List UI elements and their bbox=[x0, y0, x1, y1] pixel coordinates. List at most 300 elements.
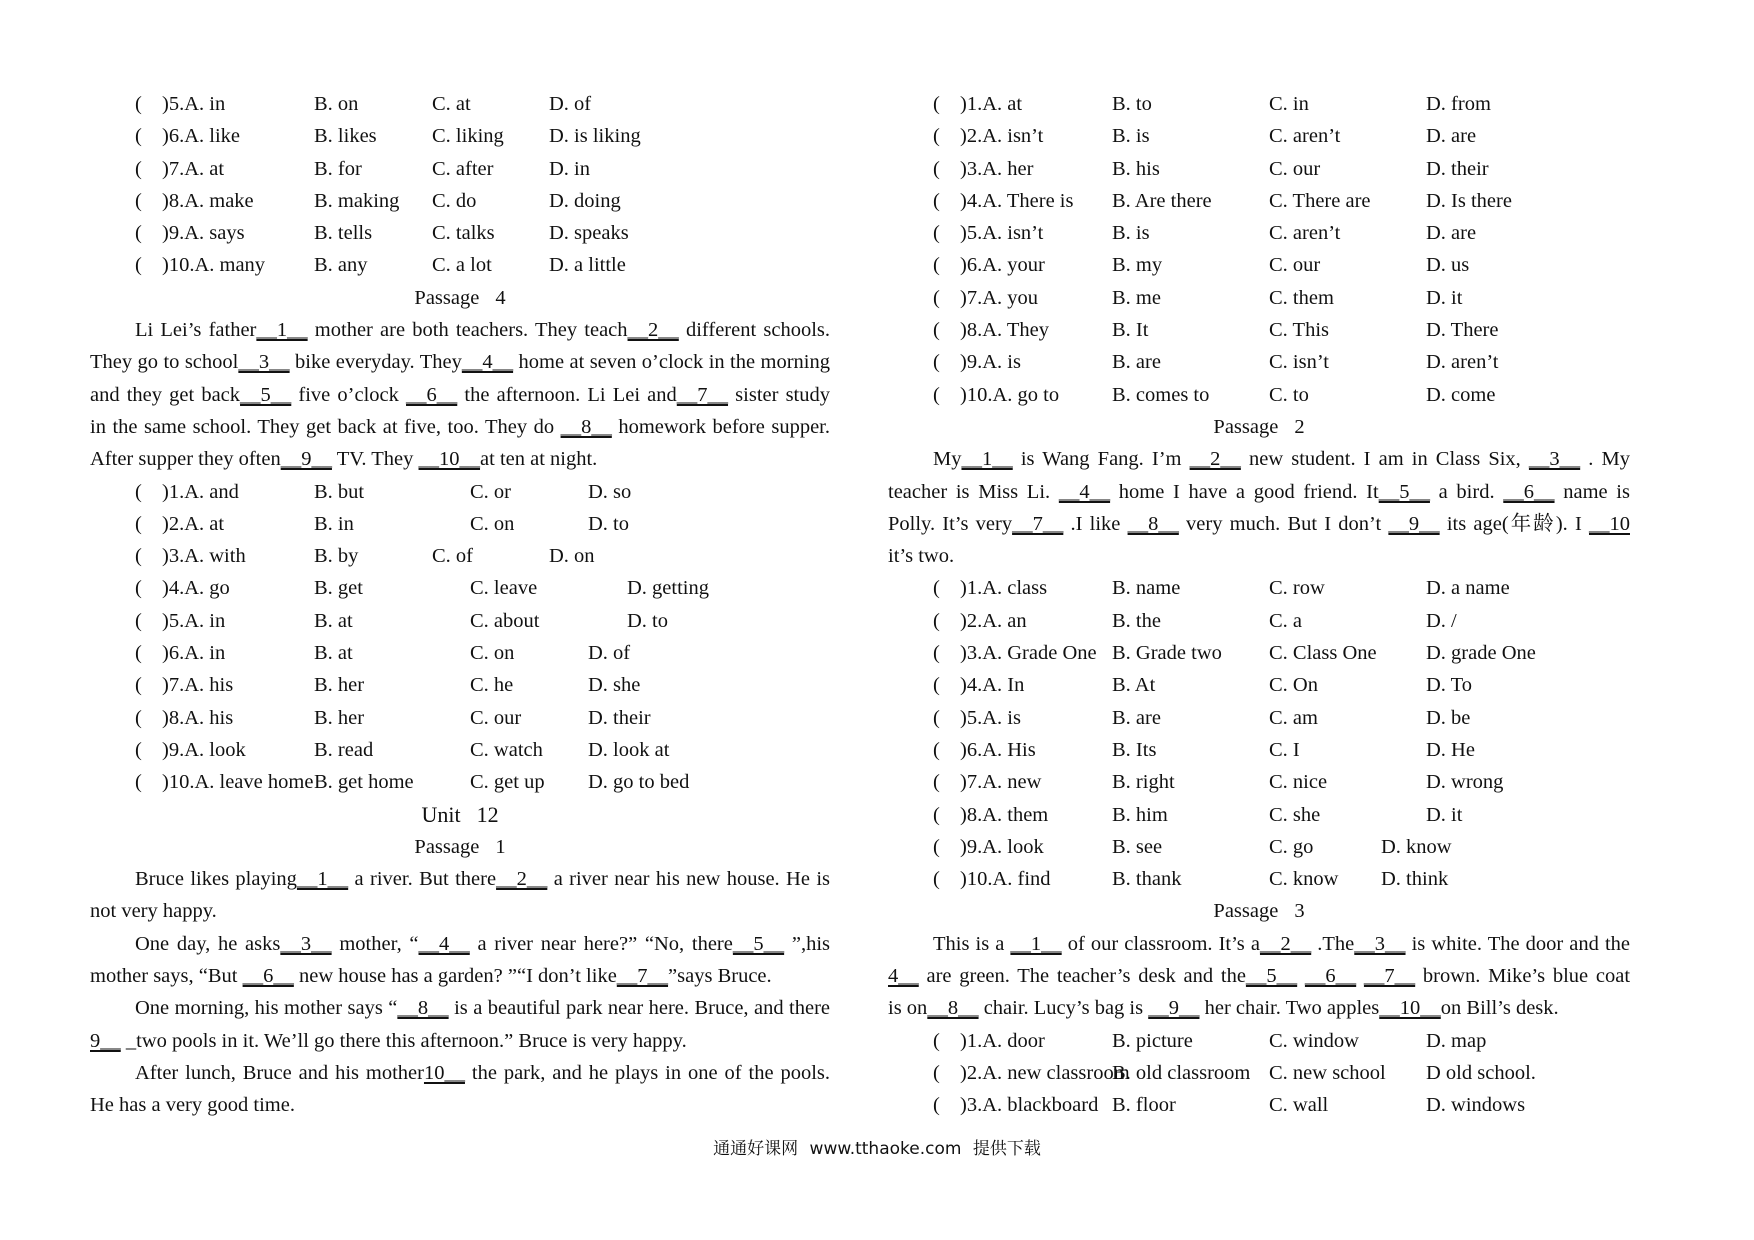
question-stem bbox=[162, 153, 224, 185]
passage-text-segment: its age(年龄). I bbox=[1439, 512, 1589, 535]
answer-bracket[interactable]: ( bbox=[135, 480, 142, 503]
question-stem bbox=[960, 734, 1036, 766]
question-list bbox=[90, 88, 830, 282]
passage-line bbox=[888, 508, 1630, 540]
answer-blank[interactable]: __1__ bbox=[1010, 932, 1062, 955]
answer-bracket[interactable]: ( bbox=[933, 254, 940, 277]
option-b: B. in bbox=[314, 512, 354, 535]
option-b: B. my bbox=[1112, 254, 1163, 277]
answer-bracket[interactable]: ( bbox=[135, 157, 142, 180]
question-number: )2. bbox=[162, 512, 185, 535]
question-number: )4. bbox=[960, 189, 983, 212]
question-stem bbox=[960, 282, 1038, 314]
answer-blank[interactable]: __2__ bbox=[627, 319, 679, 342]
option-d: D. wrong bbox=[1426, 771, 1504, 794]
passage-text-segment: One day, he asks bbox=[135, 932, 281, 955]
question-stem bbox=[162, 120, 240, 152]
option-c: C. new school bbox=[1269, 1061, 1386, 1084]
option-a: A. isn’t bbox=[982, 222, 1044, 245]
option-d: D. To bbox=[1426, 674, 1473, 697]
option-d: D. so bbox=[588, 480, 632, 503]
answer-bracket[interactable]: ( bbox=[933, 738, 940, 761]
answer-bracket[interactable]: ( bbox=[933, 222, 940, 245]
answer-blank[interactable]: __2__ bbox=[1259, 932, 1312, 955]
question-list bbox=[888, 1025, 1630, 1122]
answer-bracket[interactable]: ( bbox=[933, 609, 940, 632]
option-c: C. them bbox=[1269, 286, 1334, 309]
passage-text-segment: brown. Mike’s blue coat bbox=[1415, 965, 1631, 988]
answer-bracket[interactable]: ( bbox=[933, 642, 940, 665]
passage-line bbox=[888, 540, 1630, 572]
answer-blank[interactable]: __2__ bbox=[1189, 448, 1241, 471]
passage-text-segment: of our classroom. It’s a bbox=[1061, 932, 1260, 955]
answer-blank[interactable]: 9__ bbox=[90, 1029, 121, 1052]
option-b: B. picture bbox=[1112, 1029, 1193, 1052]
question-row bbox=[888, 217, 1630, 249]
question-number: )1. bbox=[960, 1029, 983, 1052]
passage-text-segment: a river. But there bbox=[348, 868, 497, 891]
passage-text-segment: in the same school. They get back at five, too. They do bbox=[90, 415, 561, 438]
answer-blank[interactable]: __7__ bbox=[1363, 965, 1416, 988]
answer-blank[interactable]: 4__ bbox=[888, 965, 919, 988]
answer-bracket[interactable]: ( bbox=[135, 125, 142, 148]
question-number: )10. bbox=[960, 383, 993, 406]
option-b: B. At bbox=[1112, 674, 1156, 697]
option-c: C. nice bbox=[1269, 771, 1328, 794]
passage-heading: Passage 4 bbox=[414, 286, 506, 309]
option-d: D. a little bbox=[549, 254, 626, 277]
option-c: C. after bbox=[432, 157, 494, 180]
passage-text-segment: teacher is Miss Li. bbox=[888, 480, 1059, 503]
answer-bracket[interactable]: ( bbox=[933, 286, 940, 309]
answer-blank[interactable]: __5__ bbox=[732, 932, 785, 955]
question-row bbox=[90, 249, 830, 281]
answer-blank[interactable]: __3__ bbox=[280, 932, 332, 955]
answer-bracket[interactable]: ( bbox=[933, 771, 940, 794]
option-b: B. tells bbox=[314, 222, 373, 245]
question-row bbox=[888, 153, 1630, 185]
question-stem bbox=[960, 863, 1051, 895]
answer-blank[interactable]: __10__ bbox=[1379, 997, 1441, 1020]
question-row bbox=[90, 669, 830, 701]
question-stem bbox=[960, 346, 1021, 378]
passage-line bbox=[888, 443, 1630, 475]
passage-text-segment: homework before supper. bbox=[611, 415, 830, 438]
answer-blank[interactable]: __4__ bbox=[418, 932, 470, 955]
option-b: B. It bbox=[1112, 319, 1149, 342]
option-d: D. doing bbox=[549, 189, 621, 212]
answer-bracket[interactable]: ( bbox=[135, 545, 142, 568]
answer-blank[interactable]: __6__ bbox=[406, 383, 458, 406]
option-b: B. the bbox=[1112, 609, 1161, 632]
passage-line bbox=[90, 443, 830, 475]
option-b: B. comes to bbox=[1112, 383, 1210, 406]
option-c: C. or bbox=[470, 480, 511, 503]
answer-bracket[interactable]: ( bbox=[135, 577, 142, 600]
question-number: )5. bbox=[960, 706, 983, 729]
answer-bracket[interactable]: ( bbox=[135, 512, 142, 535]
answer-blank[interactable]: __7__ bbox=[616, 965, 669, 988]
passage-text-segment: One morning, his mother says “ bbox=[135, 997, 398, 1020]
question-row bbox=[888, 1089, 1630, 1121]
option-c: C. liking bbox=[432, 125, 504, 148]
question-number: )7. bbox=[162, 674, 185, 697]
answer-bracket[interactable]: ( bbox=[933, 1029, 940, 1052]
question-number: )3. bbox=[960, 642, 983, 665]
answer-blank[interactable]: 10__ bbox=[423, 1061, 465, 1084]
question-number: )3. bbox=[960, 157, 983, 180]
passage-line bbox=[90, 1057, 830, 1089]
question-stem bbox=[960, 379, 1059, 411]
question-stem bbox=[960, 88, 1022, 120]
option-d: D. There bbox=[1426, 319, 1499, 342]
passage-text-segment: not very happy. bbox=[90, 900, 217, 923]
passage-text-segment: They go to school bbox=[90, 351, 239, 374]
option-a: A. make bbox=[184, 189, 254, 212]
question-number: )10. bbox=[162, 254, 195, 277]
option-c: C. on bbox=[470, 512, 515, 535]
option-d: D. go to bed bbox=[588, 771, 690, 794]
answer-blank[interactable]: __8__ bbox=[560, 415, 612, 438]
option-b: B. her bbox=[314, 706, 365, 729]
option-a: A. your bbox=[982, 254, 1045, 277]
question-row bbox=[90, 217, 830, 249]
answer-bracket[interactable]: ( bbox=[135, 93, 142, 115]
option-d: D. grade One bbox=[1426, 642, 1536, 665]
option-d: D. He bbox=[1426, 738, 1475, 761]
question-stem bbox=[162, 540, 246, 572]
answer-bracket[interactable]: ( bbox=[933, 706, 940, 729]
answer-blank[interactable]: __2__ bbox=[496, 868, 548, 891]
passage-text-segment: mother are both teachers. They teach bbox=[307, 319, 628, 342]
answer-bracket[interactable]: ( bbox=[933, 383, 940, 406]
passage-text-segment: a bird. bbox=[1429, 480, 1504, 503]
answer-blank[interactable]: __1__ bbox=[256, 319, 308, 342]
answer-bracket[interactable]: ( bbox=[933, 1094, 940, 1117]
option-d: D. be bbox=[1426, 706, 1471, 729]
footer-url[interactable]: www.tthaoke.com bbox=[809, 1139, 962, 1159]
answer-bracket[interactable]: ( bbox=[933, 868, 940, 891]
question-stem bbox=[162, 217, 245, 249]
question-stem bbox=[960, 637, 1097, 669]
answer-blank[interactable]: __6__ bbox=[1304, 965, 1357, 988]
question-number: )4. bbox=[960, 674, 983, 697]
answer-blank[interactable]: __9__ bbox=[1388, 512, 1440, 535]
option-c: C. This bbox=[1269, 319, 1329, 342]
option-c: C. go bbox=[1269, 835, 1314, 858]
question-stem bbox=[162, 476, 239, 508]
option-c: C. our bbox=[1269, 254, 1321, 277]
passage-text-segment: at ten at night. bbox=[480, 448, 598, 471]
option-c: C. row bbox=[1269, 577, 1325, 600]
passage-text-segment: new house has a garden? ”“I don’t like bbox=[293, 965, 617, 988]
option-a: A. In bbox=[982, 674, 1025, 697]
option-b: B. his bbox=[1112, 157, 1160, 180]
passage-text-segment: is a beautiful park near here. Bruce, and there bbox=[448, 997, 831, 1020]
answer-blank[interactable]: __7__ bbox=[1012, 512, 1064, 535]
option-c: C. to bbox=[1269, 383, 1309, 406]
question-stem bbox=[960, 766, 1041, 798]
passage-text-segment: Polly. It’s very bbox=[888, 512, 1013, 535]
option-b: B. me bbox=[1112, 286, 1161, 309]
answer-bracket[interactable]: ( bbox=[933, 674, 940, 697]
question-stem bbox=[960, 185, 1073, 217]
answer-bracket[interactable]: ( bbox=[135, 609, 142, 632]
answer-bracket[interactable]: ( bbox=[135, 254, 142, 277]
question-number: )10. bbox=[162, 771, 195, 794]
option-c: C. of bbox=[432, 545, 473, 568]
answer-bracket[interactable]: ( bbox=[135, 674, 142, 697]
question-row bbox=[888, 314, 1630, 346]
answer-blank[interactable]: __8__ bbox=[1127, 512, 1179, 535]
option-d: D. come bbox=[1426, 383, 1496, 406]
answer-bracket[interactable]: ( bbox=[933, 93, 940, 115]
answer-blank[interactable]: __6__ bbox=[242, 965, 294, 988]
option-d: D. their bbox=[588, 706, 651, 729]
question-stem bbox=[960, 314, 1049, 346]
option-a: A. new classroom bbox=[982, 1061, 1130, 1084]
passage-text-segment: very much. But I don’t bbox=[1178, 512, 1389, 535]
question-number: )1. bbox=[960, 93, 983, 115]
option-b: B. likes bbox=[314, 125, 377, 148]
passage-text-segment: ”,his bbox=[784, 932, 830, 955]
option-a: A. many bbox=[194, 254, 266, 277]
option-c: C. she bbox=[1269, 803, 1321, 826]
option-a: A. you bbox=[982, 286, 1039, 309]
passage-text-segment: After supper they often bbox=[90, 448, 281, 471]
option-d: D. from bbox=[1426, 93, 1491, 115]
answer-blank[interactable]: __10__ bbox=[418, 448, 481, 471]
option-a: A. at bbox=[184, 157, 225, 180]
left-column bbox=[90, 88, 830, 1122]
passage-text-segment: This is a bbox=[933, 932, 1011, 955]
option-a: A. go to bbox=[992, 383, 1060, 406]
question-row bbox=[90, 185, 830, 217]
question-number: )4. bbox=[162, 577, 185, 600]
question-row bbox=[90, 702, 830, 734]
option-d: D. their bbox=[1426, 157, 1489, 180]
question-stem bbox=[960, 572, 1047, 604]
option-c: C. aren’t bbox=[1269, 125, 1341, 148]
question-stem bbox=[162, 669, 233, 701]
right-column bbox=[888, 88, 1630, 1122]
question-row bbox=[888, 379, 1630, 411]
footer-note: 提供下载 bbox=[972, 1139, 1041, 1159]
question-number: )10. bbox=[960, 868, 993, 891]
answer-bracket[interactable]: ( bbox=[135, 189, 142, 212]
answer-bracket[interactable]: ( bbox=[135, 642, 142, 665]
passage-text-segment: and they get back bbox=[90, 383, 241, 406]
question-stem bbox=[960, 1089, 1098, 1121]
option-c: C. watch bbox=[470, 738, 543, 761]
answer-blank[interactable]: __9__ bbox=[280, 448, 332, 471]
question-number: )7. bbox=[960, 771, 983, 794]
option-b: B. is bbox=[1112, 222, 1150, 245]
option-a: A. There is bbox=[982, 189, 1074, 212]
option-a: A. his bbox=[184, 674, 234, 697]
option-b: B. old classroom bbox=[1112, 1061, 1251, 1084]
passage-text-segment: Bruce likes playing bbox=[135, 868, 297, 891]
question-stem bbox=[162, 572, 230, 604]
question-row bbox=[888, 120, 1630, 152]
option-a: A. like bbox=[184, 125, 240, 148]
answer-bracket[interactable]: ( bbox=[933, 125, 940, 148]
answer-bracket[interactable]: ( bbox=[933, 577, 940, 600]
option-d: D. to bbox=[588, 512, 629, 535]
option-c: C. am bbox=[1269, 706, 1318, 729]
option-a: A. find bbox=[992, 868, 1051, 891]
passage-text-segment: it’s two. bbox=[888, 545, 955, 568]
question-stem bbox=[960, 120, 1043, 152]
option-d: D. aren’t bbox=[1426, 351, 1499, 374]
option-c: C. There are bbox=[1269, 189, 1371, 212]
option-d: D. / bbox=[1426, 609, 1457, 632]
answer-blank[interactable]: __9__ bbox=[1148, 997, 1200, 1020]
passage-line bbox=[90, 1089, 830, 1121]
question-list bbox=[888, 572, 1630, 895]
passage-text bbox=[90, 314, 830, 475]
question-row bbox=[90, 120, 830, 152]
passage-text-segment: a river near his new house. He is bbox=[547, 868, 830, 891]
question-stem bbox=[960, 217, 1043, 249]
option-c: C. know bbox=[1269, 868, 1339, 891]
answer-blank[interactable]: __4__ bbox=[1058, 480, 1111, 503]
option-a: A. Grade One bbox=[982, 642, 1097, 665]
question-stem bbox=[162, 605, 225, 637]
passage-text-segment bbox=[1297, 965, 1305, 987]
passage-text-segment: mother, “ bbox=[331, 932, 419, 955]
answer-blank[interactable]: __6__ bbox=[1503, 480, 1555, 503]
answer-blank[interactable]: __3__ bbox=[1528, 448, 1581, 471]
option-b: B. him bbox=[1112, 803, 1168, 826]
passage-line bbox=[90, 411, 830, 443]
answer-blank[interactable]: __7__ bbox=[676, 383, 729, 406]
answer-bracket[interactable]: ( bbox=[135, 738, 142, 761]
question-stem bbox=[960, 1057, 1130, 1089]
answer-bracket[interactable]: ( bbox=[135, 771, 142, 794]
passage-text-segment: is white. The door and the bbox=[1405, 932, 1630, 955]
option-d: D. it bbox=[1426, 286, 1463, 309]
option-c: C. he bbox=[470, 674, 514, 697]
answer-bracket[interactable]: ( bbox=[933, 803, 940, 826]
answer-blank[interactable]: __8__ bbox=[397, 997, 449, 1020]
option-b: B. are bbox=[1112, 351, 1161, 374]
option-a: A. at bbox=[982, 93, 1023, 115]
option-c: C. get up bbox=[470, 771, 545, 794]
answer-blank[interactable]: __10 bbox=[1588, 512, 1630, 535]
answer-blank[interactable]: __5__ bbox=[1245, 965, 1298, 988]
option-a: A. his bbox=[184, 706, 234, 729]
question-stem bbox=[162, 88, 225, 120]
option-c: C. talks bbox=[432, 222, 495, 245]
option-d: D. know bbox=[1381, 835, 1452, 858]
passage-text-segment: sister study bbox=[728, 383, 830, 406]
option-b: B. Grade two bbox=[1112, 642, 1222, 665]
question-number: )9. bbox=[960, 835, 983, 858]
passage-heading: Passage 3 bbox=[1213, 900, 1305, 923]
answer-blank[interactable]: __3__ bbox=[1354, 932, 1406, 955]
question-stem bbox=[960, 702, 1021, 734]
option-d: D. are bbox=[1426, 125, 1477, 148]
answer-bracket[interactable]: ( bbox=[933, 835, 940, 858]
option-a: A. His bbox=[982, 738, 1036, 761]
question-row bbox=[888, 1057, 1630, 1089]
question-number: )2. bbox=[960, 125, 983, 148]
option-b: B. by bbox=[314, 545, 359, 568]
passage-text-segment: TV. They bbox=[331, 448, 419, 471]
answer-blank[interactable]: __1__ bbox=[961, 448, 1013, 471]
passage-text-segment: mother says, “But bbox=[90, 965, 243, 988]
option-a: A. in bbox=[184, 609, 226, 632]
option-d: D. she bbox=[588, 674, 641, 697]
passage-text-segment: the afternoon. Li Lei and bbox=[457, 383, 677, 406]
passage-text-segment: new student. I am in Class Six, bbox=[1240, 448, 1529, 471]
question-row bbox=[888, 831, 1630, 863]
footer bbox=[0, 1138, 1754, 1160]
option-a: A. them bbox=[982, 803, 1049, 826]
passage-text bbox=[888, 443, 1630, 572]
question-number: )6. bbox=[960, 254, 983, 277]
answer-bracket[interactable]: ( bbox=[135, 222, 142, 245]
answer-bracket[interactable]: ( bbox=[933, 351, 940, 374]
passage-text-segment: My bbox=[933, 448, 962, 471]
passage-line bbox=[90, 346, 830, 378]
answer-blank[interactable]: __5__ bbox=[1378, 480, 1430, 503]
question-stem bbox=[960, 831, 1044, 863]
answer-blank[interactable]: __4__ bbox=[461, 351, 514, 374]
passage-text-segment: is Wang Fang. I’m bbox=[1012, 448, 1190, 471]
option-a: A. in bbox=[184, 93, 226, 115]
option-d: D. windows bbox=[1426, 1094, 1526, 1117]
passage-line bbox=[888, 476, 1630, 508]
answer-bracket[interactable]: ( bbox=[933, 189, 940, 212]
option-d: D. of bbox=[588, 642, 631, 665]
answer-blank[interactable]: __1__ bbox=[296, 868, 349, 891]
passage-text-segment: different schools. bbox=[678, 319, 830, 342]
answer-blank[interactable]: __8__ bbox=[927, 997, 979, 1020]
answer-bracket[interactable]: ( bbox=[933, 1061, 940, 1084]
passage-text-segment: .I like bbox=[1063, 512, 1128, 535]
passage-line bbox=[888, 992, 1630, 1024]
question-stem bbox=[960, 799, 1048, 831]
answer-bracket[interactable]: ( bbox=[933, 319, 940, 342]
option-b: B. name bbox=[1112, 577, 1181, 600]
passage-heading: Passage 2 bbox=[1213, 415, 1305, 438]
question-row bbox=[888, 637, 1630, 669]
question-row bbox=[90, 153, 830, 185]
question-number: )3. bbox=[162, 545, 185, 568]
option-d: D. it bbox=[1426, 803, 1463, 826]
option-d: D old school. bbox=[1426, 1061, 1536, 1084]
passage-text-segment: home I have a good friend. It bbox=[1110, 480, 1379, 503]
question-row bbox=[888, 282, 1630, 314]
option-a: A. isn’t bbox=[982, 125, 1044, 148]
answer-bracket[interactable]: ( bbox=[135, 706, 142, 729]
answer-blank[interactable]: __5__ bbox=[240, 383, 292, 406]
question-row bbox=[90, 734, 830, 766]
option-a: A. look bbox=[184, 738, 246, 761]
answer-blank[interactable]: __3__ bbox=[238, 351, 290, 374]
option-d: D. getting bbox=[627, 577, 709, 600]
option-c: C. window bbox=[1269, 1029, 1359, 1052]
question-stem bbox=[162, 185, 254, 217]
option-c: C. leave bbox=[470, 577, 538, 600]
answer-bracket[interactable]: ( bbox=[933, 157, 940, 180]
option-b: B. any bbox=[314, 254, 368, 277]
question-number: )9. bbox=[960, 351, 983, 374]
question-number: )8. bbox=[162, 189, 185, 212]
question-number: )1. bbox=[162, 480, 185, 503]
